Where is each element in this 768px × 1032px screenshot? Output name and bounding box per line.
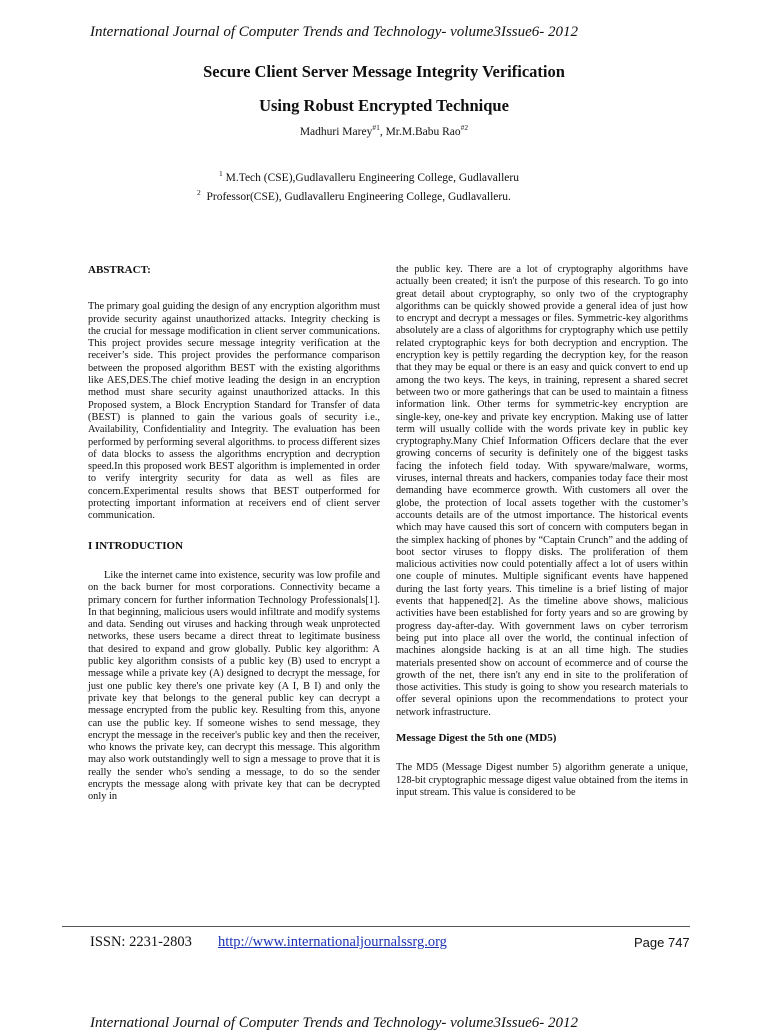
md5-heading: Message Digest the 5th one (MD5) <box>396 731 557 744</box>
affiliation-1-text: M.Tech (CSE),Gudlavalleru Engineering College, Gudlavalleru <box>225 172 519 184</box>
introduction-body: Like the internet came into existence, security was low profile and on the back burner for most corporations. Connectivity became a primary concern for further information Technology Professionals[1]. In that beginning, malicious users would infiltrate and modify systems and data. Sending out viruses and hacking through weak unprotected networks, these users became a direct threat to legitimate business that desired to expand and grow globally. Public key algorithm: A public key algorithm consists of a public key (B) used to encrypt a message while a private key (A) designed to decrypt the message, for just one public key there's one private key (A I, B I) and only the private key that belongs to the general public key can decrypt a message encrypted from the public key. Resulting from this, anyone can use the public key. If someone wishes to send message, they encrypt the message in the receiver's public key and then the receiver, who knows the private key, can decrypt this message. This algorithm may also work outstandingly well to sign a message to prove that it is really the sender who's sending a message, to do so the sender encrypts the message along with private key that can be decrypted only in <box>88 569 380 803</box>
footer-issn: ISSN: 2231-2803 <box>90 934 192 950</box>
author-1-name: Madhuri Marey <box>299 126 373 138</box>
author-2-marker: #2 <box>460 123 469 133</box>
md5-body: The MD5 (Message Digest number 5) algorithm generate a unique, 128-bit cryptographic message digest value obtained from the items in input stream. This value is considered to be <box>396 762 688 798</box>
paper-title-line-2: Using Robust Encrypted Technique <box>259 96 509 115</box>
author-1-marker: #1 <box>372 123 380 133</box>
affiliation-1 <box>219 169 519 184</box>
affiliation-2-marker: 2 <box>197 188 201 198</box>
abstract-body: The primary goal guiding the design of any encryption algorithm must provide security against unauthorized attacks. Integrity checking is the crucial for message modification in client server communications. This project provides secure message integrity verification at the receiver’s side. This project provides the performance comparison between the proposed algorithm BEST with the existing algorithms like AES,DES.The chief motive leading the design in an encryption method must share security against unauthorized attacks. In this Proposed system, a Block Encryption Standard for Transfer of data (BEST) is planned to gain the various goals of security i.e., Availability, Confidentiality and Integrity. The evaluation has been performed by performing several algorithms. to process different sizes of data blocks to assess the algorithms encryption and decryption speed.In this proposed work BEST algorithm is implemented in order to verify intergrity security for data as well as files are concern.Experimental results shows that BEST outperformed for protecting important information at receivers end of client server communication. <box>88 301 380 522</box>
left-column <box>88 264 380 804</box>
page-number: Page 747 <box>634 935 690 950</box>
next-page-journal-header: International Journal of Computer Trends and Technology- volume3Issue6- 2012 <box>90 1015 579 1031</box>
journal-website-link[interactable]: http://www.internationaljournalssrg.org <box>218 934 447 950</box>
affiliation-2 <box>197 188 511 203</box>
introduction-continued-body: the public key. There are a lot of cryptography algorithms have actually been created; it isn't the purpose of this research. To go into great detail about cryptography, so only two of the cryptography algorithms can be quickly showed provide a general idea of just how to encrypt and decrypt a messages or files. Symmetric-key algorithms absolutely are a class of algorithms for cryptography which use pettily related cryptographic keys for both decryption and encryption. The encryption key is pettily regarding the decryption key, for the reason that they may be equal or there is an easy and quick convert to end up among the two keys. The keys, in training, represent a shared secret between two or more gatherings that can be used to maintain a fitness information link. Other terms for symmetric-key encryption are single-key, one-key and private key encryption. Making use of latter term will usually collide with the words private key in public key cryptography.Many Chief Information Officers declare that the ever growing concerns of security is definitely one of the biggest tasks facing the infotech field today. With spyware/malware, worms, viruses, internal threats and hackers, companies today face their most demanding have ecommerce growth. With customers all over the globe, the protection of local assets together with the customer’s accounts details are of the utmost importance. The historical events which may have caused this sort of concern with computers began in the simplex hacking of phones by “Captain Crunch” and the adding of boot sector viruses to floppy disks. The proliferation of them malicious activities now could potentially affect a lot of users within one couple of minutes. Multiple significant events have happened during the last forty years. This timeline is a brief listing of major events that happened[2]. As the timeline above shows, malicious activities have been established for forty years and so are growing by progress day-after-day. With government laws on cyber terrorism being put into place all over the world, the continual infection of machines alongside hacking is at an all time high. The studies materials presented show on account of ecommerce and of course the growth of the net, there isn't any end in site to the proliferation of those activities. This study is going to show you research materials to offer several opinions upon the recommendations to protect your network infrastructure. <box>396 264 688 718</box>
author-list <box>0 123 768 138</box>
right-column <box>396 264 688 799</box>
author-separator: , <box>379 126 386 138</box>
footer-divider <box>62 926 690 927</box>
introduction-heading: I INTRODUCTION <box>88 539 184 552</box>
paper-title-line-1: Secure Client Server Message Integrity Verification <box>203 62 565 81</box>
affiliation-2-text: Professor(CSE), Gudlavalleru Engineering College, Gudlavalleru. <box>206 191 511 203</box>
abstract-heading: ABSTRACT: <box>88 264 151 276</box>
author-2-name: Mr.M.Babu Rao <box>385 126 461 138</box>
affiliation-1-marker: 1 <box>219 169 223 179</box>
journal-header: International Journal of Computer Trends and Technology- volume3Issue6- 2012 <box>90 24 579 40</box>
